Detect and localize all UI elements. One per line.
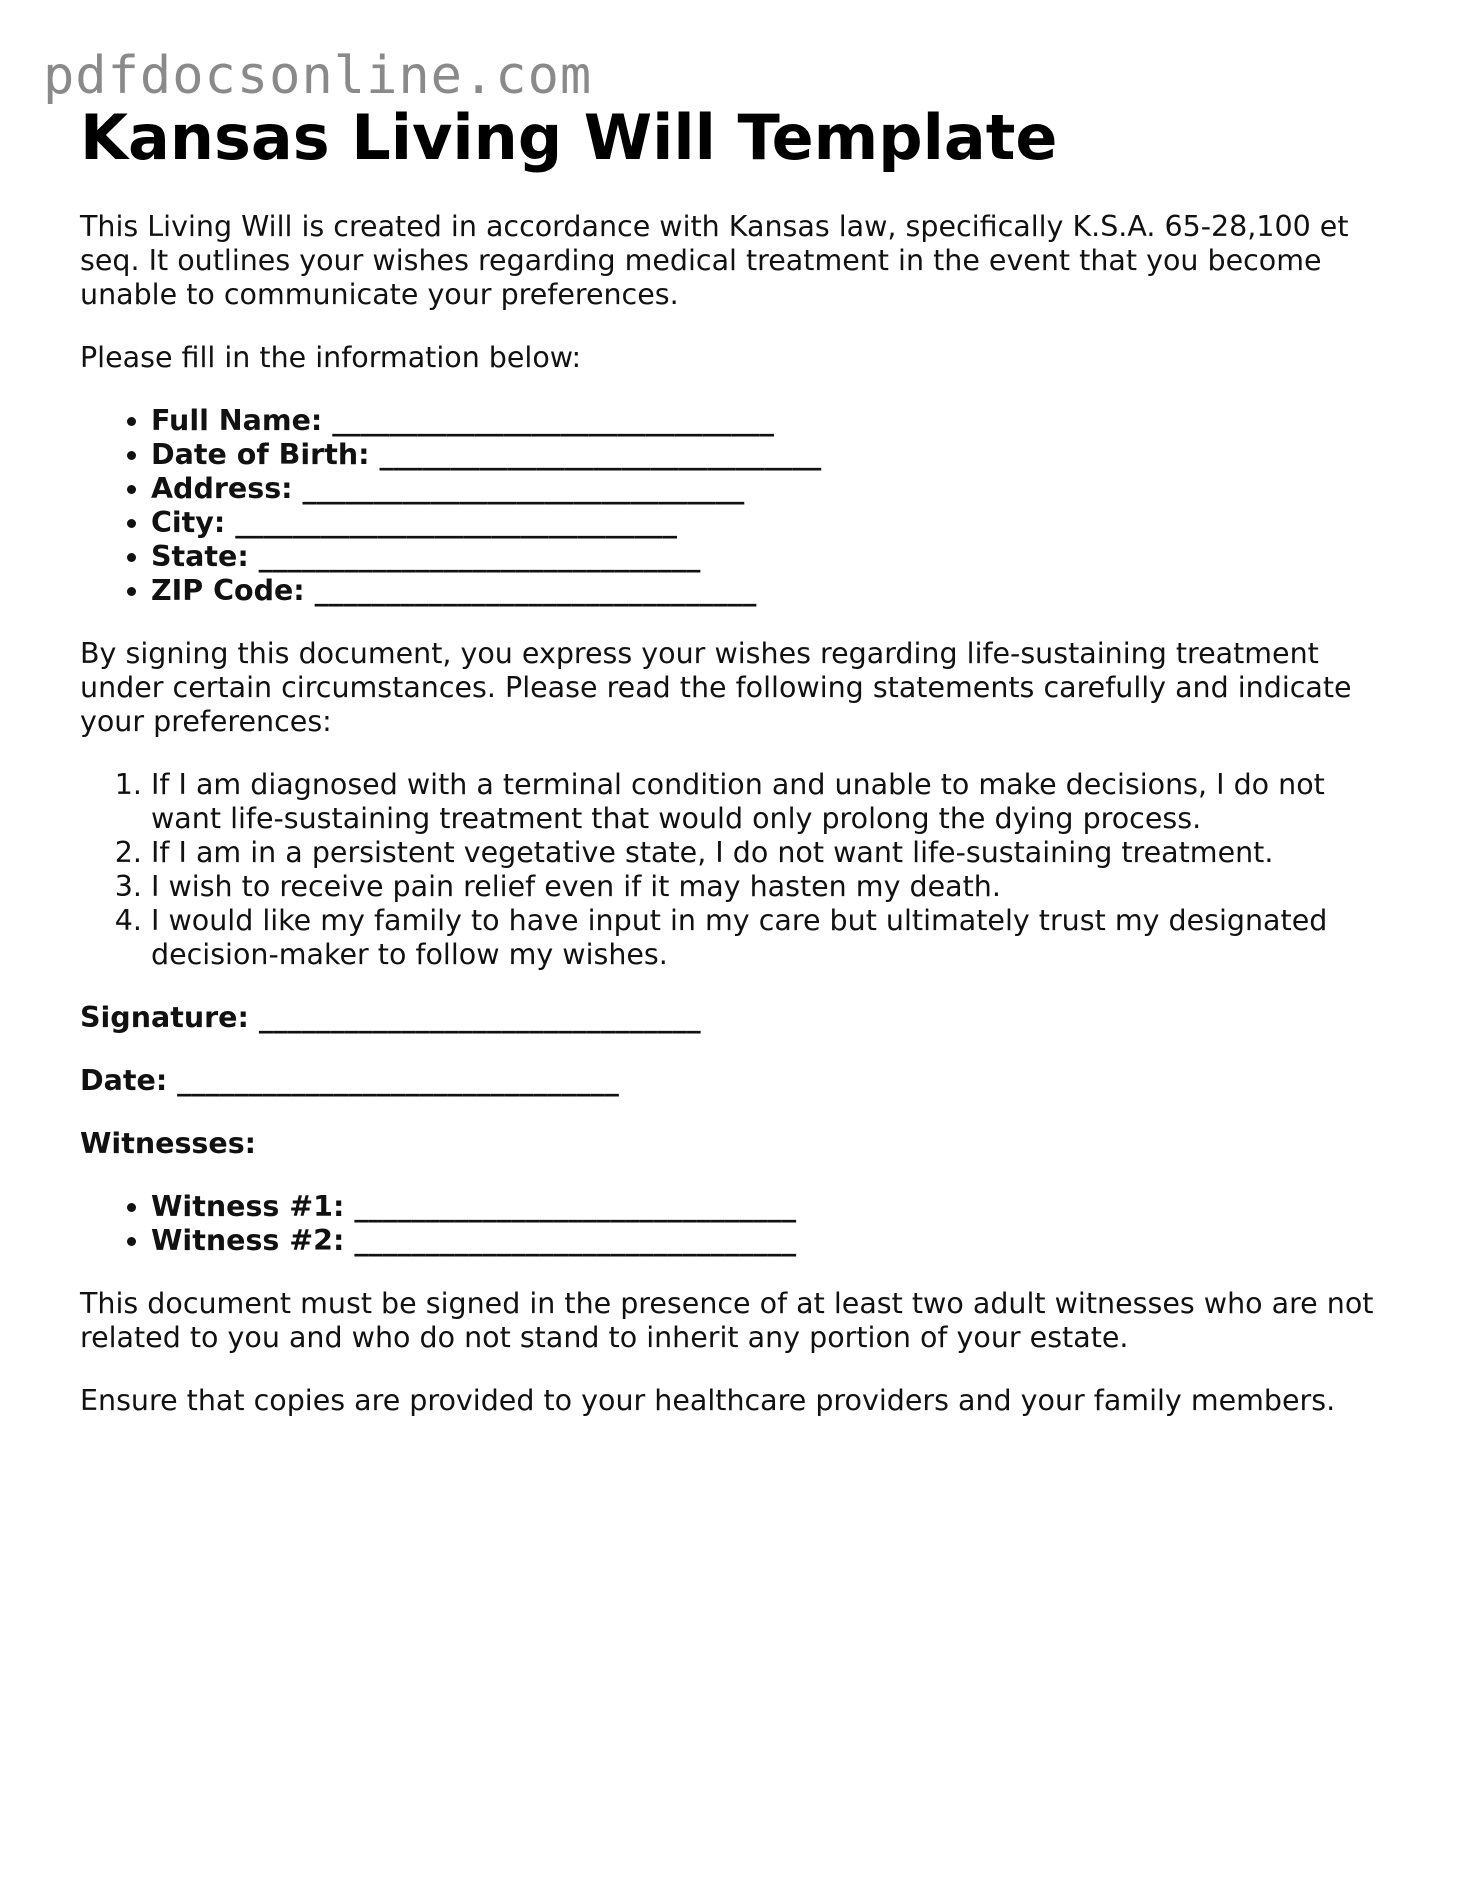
- date-of-birth-field[interactable]: [151, 438, 1400, 472]
- date-blank[interactable]: _______________________________: [177, 1064, 619, 1097]
- witness-note: This document must be signed in the presence of at least two adult witnesses who are not related to you and who do not stand to inherit any portion of your estate.: [80, 1287, 1374, 1354]
- address-field[interactable]: [151, 472, 1400, 506]
- signing-intro-paragraph: By signing this document, you express your wishes regarding life-sustaining treatment under certain circumstances. Please read the following statements carefully and indicate your preferences:: [80, 637, 1352, 738]
- watermark: pdfdocsonline.com: [43, 46, 593, 106]
- intro-paragraph: This Living Will is created in accordance with Kansas law, specifically K.S.A. 65-28,100 et seq. It outlines your wishes regarding medical treatment in the event that you become unable to communicate your preferences.: [80, 210, 1349, 311]
- witness-2-field[interactable]: [151, 1224, 1400, 1258]
- field-blank[interactable]: _______________________________: [332, 404, 774, 437]
- statement-item: 3. I wish to receive pain relief even if it may hasten my death.: [151, 870, 1400, 904]
- field-label: Witness #2:: [151, 1224, 355, 1257]
- witnesses-heading: Witnesses:: [80, 1127, 257, 1160]
- field-blank[interactable]: _______________________________: [302, 472, 745, 505]
- statement-item: 1. If I am diagnosed with a terminal condition and unable to make decisions, I do not want life-sustaining treatment that would only prolong the dying process.: [151, 768, 1400, 836]
- field-label: City:: [151, 506, 236, 539]
- date-label: Date:: [80, 1064, 178, 1097]
- field-label: State:: [151, 540, 259, 573]
- statements-list: [80, 768, 1400, 972]
- field-blank[interactable]: _______________________________: [354, 1224, 797, 1257]
- field-blank[interactable]: _______________________________: [258, 540, 701, 573]
- signature-label: Signature:: [80, 1001, 259, 1034]
- city-field[interactable]: [151, 506, 1400, 540]
- witness-1-field[interactable]: [151, 1190, 1400, 1224]
- field-blank[interactable]: _______________________________: [235, 506, 677, 539]
- field-blank[interactable]: _______________________________: [314, 574, 757, 607]
- field-blank[interactable]: _______________________________: [354, 1190, 797, 1223]
- field-label: Witness #1:: [151, 1190, 355, 1223]
- personal-info-list: [80, 404, 1400, 608]
- signature-field[interactable]: [80, 1001, 1400, 1035]
- field-label: Full Name:: [151, 404, 333, 437]
- fill-prompt: Please fill in the information below:: [80, 341, 582, 374]
- state-field[interactable]: [151, 540, 1400, 574]
- witnesses-list: [80, 1190, 1400, 1258]
- field-label: ZIP Code:: [151, 574, 315, 607]
- date-field[interactable]: [80, 1064, 1400, 1098]
- page-title: Kansas Living Will Template: [80, 101, 1058, 174]
- statement-item: 2. If I am in a persistent vegetative state, I do not want life-sustaining treatment.: [151, 836, 1400, 870]
- full-name-field[interactable]: [151, 404, 1400, 438]
- field-blank[interactable]: _______________________________: [379, 438, 822, 471]
- field-label: Date of Birth:: [151, 438, 380, 471]
- copies-note: Ensure that copies are provided to your healthcare providers and your family members.: [80, 1384, 1336, 1417]
- signature-blank[interactable]: _______________________________: [258, 1001, 701, 1034]
- statement-item: 4. I would like my family to have input in my care but ultimately trust my designated decision-maker to follow my wishes.: [151, 904, 1400, 972]
- document-body: [80, 102, 1400, 1418]
- zip-code-field[interactable]: [151, 574, 1400, 608]
- field-label: Address:: [151, 472, 303, 505]
